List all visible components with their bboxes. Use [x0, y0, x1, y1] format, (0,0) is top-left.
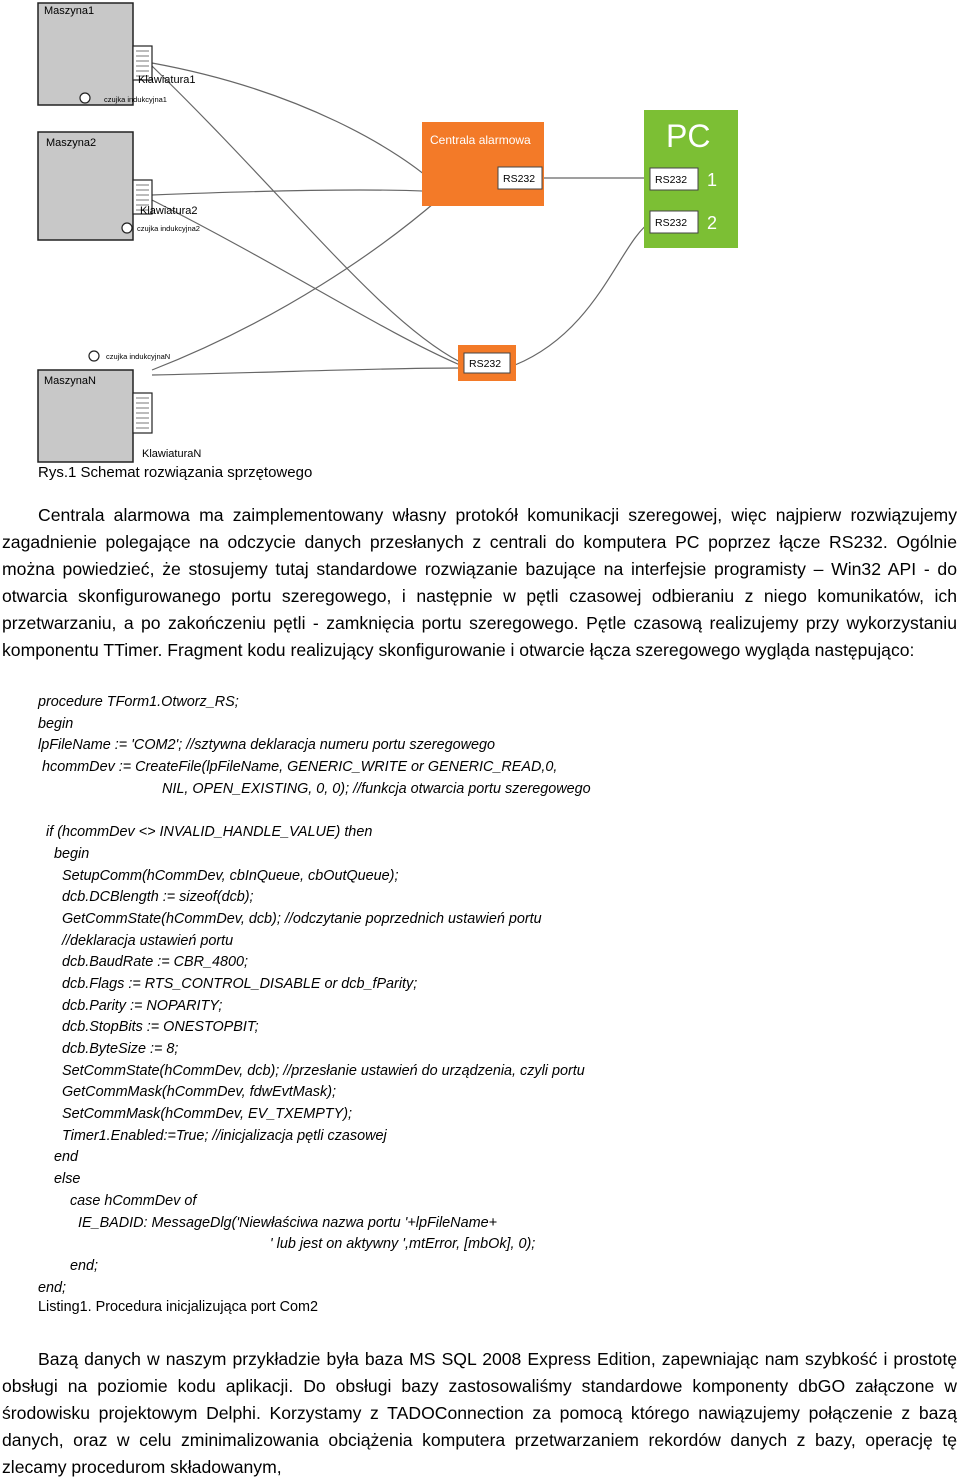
wire-mn-centralan: [152, 368, 460, 375]
wire-m1-centralan: [152, 66, 460, 362]
centrala-alarmowa: [422, 122, 544, 206]
code-line: SetCommMask(hCommDev, EV_TXEMPTY);: [38, 1106, 352, 1123]
paragraph-2: [2, 1346, 957, 1481]
code-line: begin: [38, 845, 90, 862]
centrala-port-label: RS232: [503, 173, 536, 185]
code-line: dcb.Parity := NOPARITY;: [38, 997, 223, 1014]
machine-1-label: Maszyna1: [44, 5, 95, 17]
machine-n: [38, 351, 201, 462]
sensor-2: [122, 223, 132, 233]
keyboard-1-label: Klawiatura1: [138, 74, 196, 86]
paragraph-1-body: rozwiązujemy zagadnienie polegające na odczycie danych przesłanych z centrali do komputera PC poprzez łącze RS232. Ogólnie można powiedzieć, że stosujemy tutaj standardowe rozwiązanie bazujące na interfejsie programisty – Win32 API - do otwarcia skonfigurowanego portu szeregowego, i następnie w pętli czasowej odbieraniu z niego komunikatów, ich przetwarzaniu, a po zakończeniu pętli - zamknięcia portu szeregowego. Pętle czasową realizujemy przy wykorzystaniu komponentu TTimer. Fragment kodu realizujący skonfigurowanie i otwarcie łącza szeregowego wygląda następująco:: [2, 505, 958, 660]
connection-wires: [152, 63, 652, 375]
centrala-title: Centrala alarmowa: [430, 133, 531, 147]
code-line: end: [38, 1149, 79, 1166]
code-listing: [38, 692, 591, 1299]
keyboard-2-label: Klawiatura2: [140, 205, 198, 217]
paragraph-1: [2, 502, 957, 664]
centrala-n: [458, 345, 516, 381]
paragraph-2-first-line: Bazą danych w naszym przykładzie była baza MS SQL 2008 Express Edition, zapewniając nam: [38, 1349, 799, 1369]
code-line: GetCommState(hCommDev, dcb); //odczytanie poprzednich ustawień portu: [38, 910, 542, 927]
code-line: IE_BADID: MessageDlg('Niewłaściwa nazwa portu '+lpFileName+: [38, 1214, 497, 1231]
code-line: SetCommState(hCommDev, dcb); //przesłanie ustawień do urządzenia, czyli portu: [38, 1062, 585, 1079]
code-line: dcb.BaudRate := CBR_4800;: [38, 954, 248, 971]
centrala-n-port-label: RS232: [469, 358, 502, 370]
code-line: SetupComm(hCommDev, cbInQueue, cbOutQueue);: [38, 867, 399, 884]
code-line: else: [38, 1171, 81, 1188]
code-line: procedure TForm1.Otworz_RS;: [38, 694, 239, 710]
wire-centralan-pc: [515, 221, 652, 365]
code-line: [38, 800, 591, 822]
code-line: GetCommMask(hCommDev, fdwEvtMask);: [38, 1084, 336, 1101]
sensor-1-label: czujka indukcyjna1: [104, 95, 167, 104]
code-line: lpFileName := 'COM2'; //sztywna deklaracja numeru portu szeregowego: [38, 737, 496, 754]
code-line: //deklaracja ustawień portu: [38, 932, 234, 949]
sensor-n: [89, 351, 99, 361]
machine-2-label: Maszyna2: [46, 137, 97, 149]
code-line: end;: [38, 1279, 67, 1296]
wire-m2-centrala: [152, 190, 440, 195]
code-line: case hCommDev of: [38, 1192, 197, 1209]
pc-port2-number: 2: [707, 213, 718, 233]
keyboard-n-label: KlawiaturaN: [142, 448, 202, 460]
machine-1-box: [38, 3, 133, 105]
pc-port2-label: RS232: [655, 217, 688, 229]
code-line: dcb.Flags := RTS_CONTROL_DISABLE or dcb_fParity;: [38, 975, 418, 992]
code-line: hcommDev := CreateFile(lpFileName, GENERIC_WRITE or GENERIC_READ,0,: [38, 759, 558, 776]
machine-2: [38, 132, 200, 240]
machine-1: [38, 3, 195, 105]
paragraph-1-first-line: Centrala alarmowa ma zaimplementowany własny protokół komunikacji szeregowej, więc najpierw: [38, 505, 842, 525]
hardware-diagram: [0, 0, 960, 465]
code-line: dcb.StopBits := ONESTOPBIT;: [38, 1019, 259, 1036]
pc: [644, 110, 738, 248]
machine-n-label: MaszynaN: [44, 375, 96, 387]
code-line: dcb.ByteSize := 8;: [38, 1041, 179, 1057]
code-line: Timer1.Enabled:=True; //inicjalizacja pętli czasowej: [38, 1127, 387, 1144]
sensor-n-label: czujka indukcyjnaN: [106, 352, 171, 361]
code-line: if (hcommDev <> INVALID_HANDLE_VALUE) then: [38, 824, 373, 841]
code-line: dcb.DCBlength := sizeof(dcb);: [38, 889, 254, 906]
code-line: end;: [38, 1257, 98, 1274]
sensor-2-label: czujka indukcyjna2: [137, 224, 200, 233]
listing-caption: Listing1. Procedura inicjalizująca port Com2: [38, 1299, 318, 1315]
code-line: begin: [38, 715, 74, 732]
sensor-1: [80, 93, 90, 103]
pc-port1-number: 1: [707, 170, 718, 190]
figure-caption: Rys.1 Schemat rozwiązania sprzętowego: [38, 464, 313, 481]
paragraph-2-body: szybkość i prostotę obsługi na poziomie kodu aplikacji. Do obsługi bazy zastosowaliśmy standardowe komponenty dbGO załączone w środowisku projektowym Delphi. Korzystamy z TADOConnection za pomocą którego nawiązujemy połączenie z bazą danych, oraz w celu zminimalizowania obciążenia komputera przetwarzaniem rekordów danych z bazy, operację tę zlecamy procedurom składowanym,: [2, 1349, 957, 1477]
code-line: ' lub jest on aktywny ',mtError, [mbOk], 0);: [38, 1236, 536, 1253]
pc-title: PC: [666, 118, 711, 154]
code-line: NIL, OPEN_EXISTING, 0, 0); //funkcja otwarcia portu szeregowego: [38, 780, 591, 797]
pc-port1-label: RS232: [655, 174, 688, 186]
